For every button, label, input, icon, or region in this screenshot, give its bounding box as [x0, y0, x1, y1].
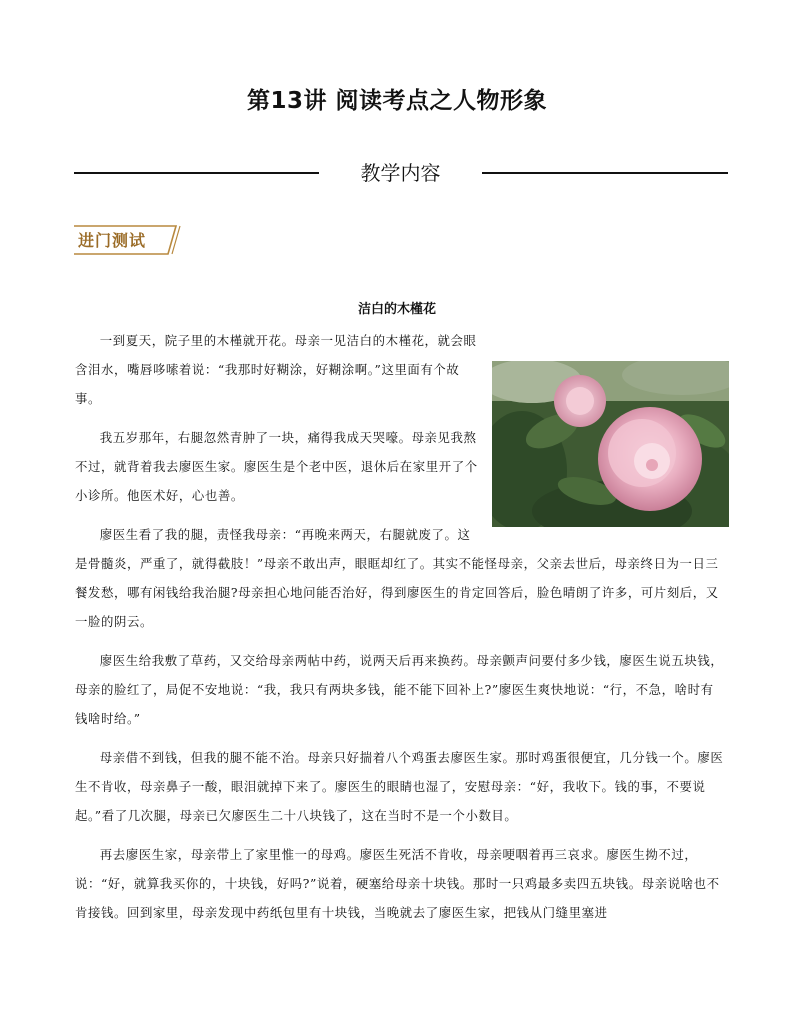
tag-label: 进门测试 — [78, 231, 147, 250]
story-body — [75, 326, 725, 937]
section-label: 教学内容 — [360, 161, 441, 185]
paragraph: 一到夏天，院子里的木槿就开花。母亲一见洁白的木槿花，就会眼含泪水，嘴唇哆嗦着说：“我那时好糊涂，好糊涂啊。”这里面有个故事。 — [75, 333, 477, 406]
paragraph: 我五岁那年，右腿忽然青肿了一块，痛得我成天哭嚎。母亲见我熬不过，就背着我去廖医生家。廖医生是个老中医，退休后在家里开了个小诊所。他医术好，心也善。 — [75, 430, 478, 503]
section-divider — [74, 157, 728, 189]
paragraph: 再去廖医生家，母亲带上了家里惟一的母鸡。廖医生死活不肯收，母亲哽咽着再三哀求。廖医生拗不过，说：“好，就算我买你的，十块钱，好吗?”说着，硬塞给母亲十块钱。那时一只鸡最多卖四五块钱。母亲说啥也不肯接钱。回到家里，母亲发现中药纸包里有十块钱，当晚就去了廖医生家，把钱从门缝里塞进 — [75, 847, 720, 920]
section-tag — [72, 224, 184, 256]
paragraph: 廖医生看了我的腿，责怪我母亲：“再晚来两天，右腿就废了。这是骨髓炎，严重了，就得截肢！”母亲不敢出声，眼眶却红了。其实不能怪母亲，父亲去世后，母亲终日为一日三餐发愁，哪有闲钱给我治腿?母亲担心地问能否治好，得到廖医生的肯定回答后，脸色晴朗了许多，可片刻后，又一脸的阴云。 — [75, 527, 719, 629]
story-title: 洁白的木槿花 — [357, 302, 436, 317]
divider-line-left — [74, 172, 319, 174]
paragraph: 母亲借不到钱，但我的腿不能不治。母亲只好揣着八个鸡蛋去廖医生家。那时鸡蛋很便宜，几分钱一个。廖医生不肯收，母亲鼻子一酸，眼泪就掉下来了。廖医生的眼睛也湿了，安慰母亲：“好，我收下。钱的事，不要说起。”看了几次腿，母亲已欠廖医生二十八块钱了，这在当时不是一个小数目。 — [75, 750, 724, 823]
page-title: 第13讲 阅读考点之人物形象 — [246, 88, 547, 114]
divider-line-right — [482, 172, 728, 174]
paragraph: 廖医生给我敷了草药，又交给母亲两帖中药，说两天后再来换药。母亲颤声问要付多少钱，廖医生说五块钱，母亲的脸红了，局促不安地说：“我，我只有两块多钱，能不能下回补上?”廖医生爽快地说：“行，不急，啥时有钱啥时给。” — [75, 653, 724, 726]
photo-spacer — [478, 356, 725, 532]
